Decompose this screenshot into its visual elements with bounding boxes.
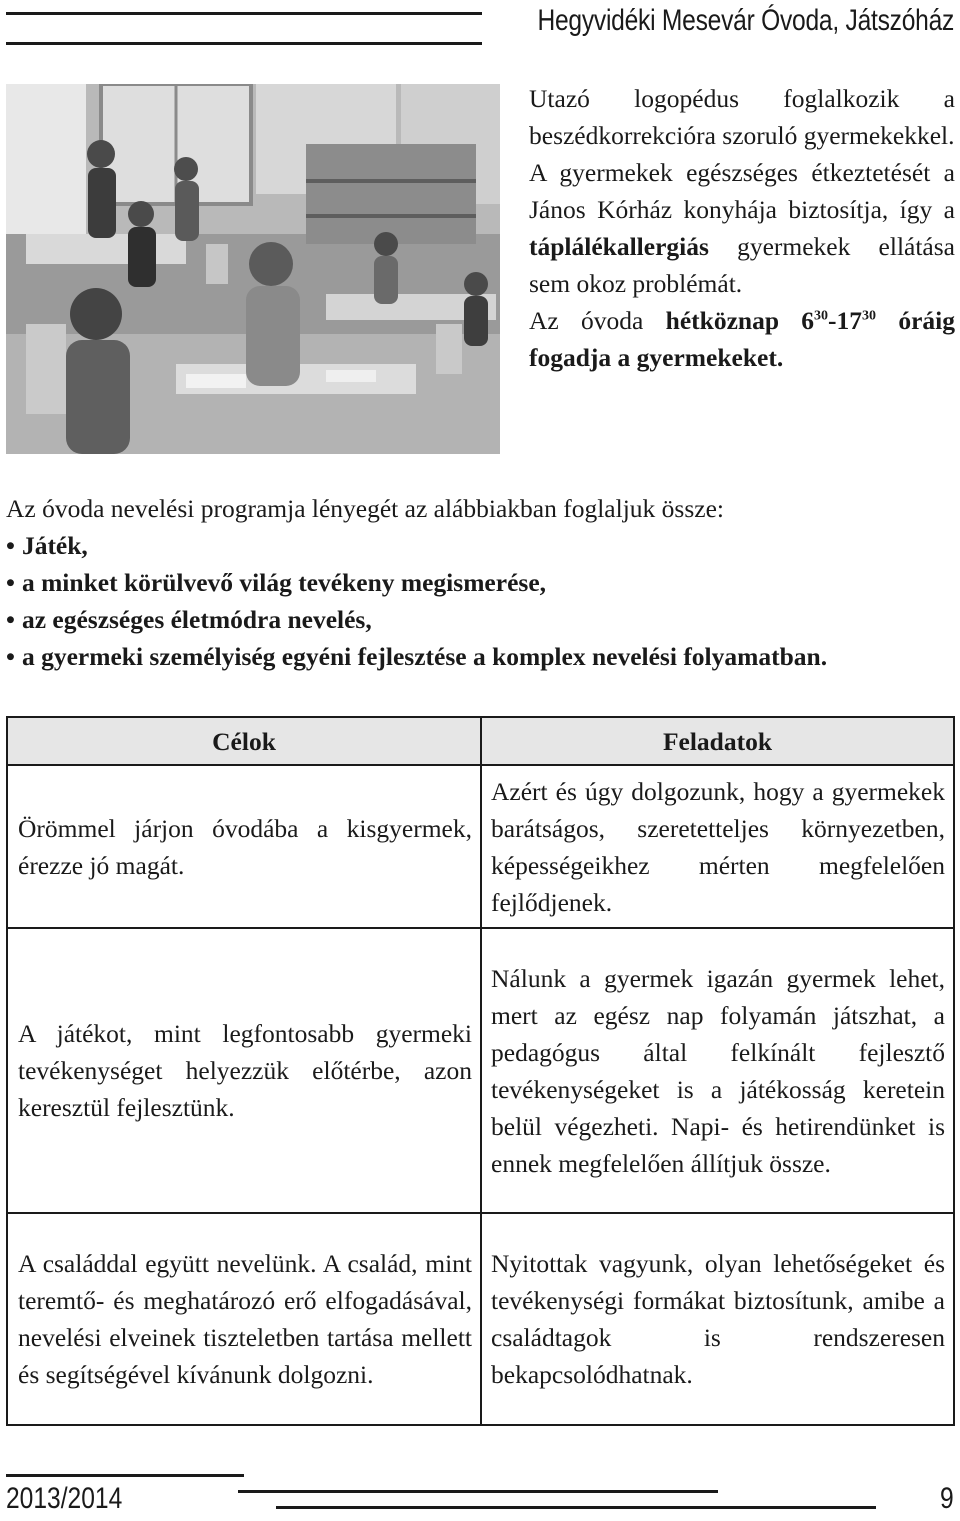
program-list <box>6 527 956 675</box>
intro-bold-allergy: táplálékallergiás <box>529 232 709 261</box>
footer-rule-left <box>6 1474 244 1477</box>
program-item: • a minket körülvevő világ tevékeny megismerése, <box>6 568 547 597</box>
goal-cell: Örömmel járjon óvodába a kisgyermek, érezze jó magát. <box>7 765 481 928</box>
classroom-photo <box>6 84 500 454</box>
program-item: • az egészséges életmódra nevelés, <box>6 605 372 634</box>
footer-rule-right-bottom <box>276 1506 876 1509</box>
task-cell: Nyitottak vagyunk, olyan lehetőségeket és tevékenységi formákat biztosítunk, amibe a családtagok is rendszeresen bekapcsolódhatnak. <box>481 1213 954 1425</box>
column-header-tasks: Feladatok <box>481 717 954 765</box>
header-rule-top <box>6 12 482 15</box>
task-cell: Nálunk a gyermek igazán gyermek lehet, mert az egész nap folyamán játszhat, a pedagógus által felkínált fejlesztő tevékenységeket is a játékosság keretein belül végezheti. Napi- és hetirendünket is ennek megfelelően állítjuk össze. <box>481 928 954 1213</box>
header-rule-bottom <box>6 42 482 45</box>
footer-year: 2013/2014 <box>6 1482 123 1515</box>
program-item: • Játék, <box>6 531 88 560</box>
footer-rule-right-top <box>238 1490 718 1493</box>
table-row <box>7 928 954 1213</box>
intro-paragraph-logoped: Utazó logopédus foglalkozik a beszédkorrekcióra szoruló gyermekekkel. <box>529 84 955 150</box>
table-row <box>7 1213 954 1425</box>
program-item: • a gyermeki személyiség egyéni fejlesztése a komplex nevelési folyamatban. <box>6 642 828 671</box>
classroom-photo-illustration <box>6 84 500 454</box>
page-number: 9 <box>940 1482 954 1515</box>
goal-cell: A játékot, mint legfontosabb gyermeki tevékenységet helyezzük előtérbe, azon keresztül fejlesztünk. <box>7 928 481 1213</box>
goals-tasks-table <box>6 716 955 1426</box>
column-header-goals: Célok <box>7 717 481 765</box>
intro-bold-hours: hétköznap $6^{30}-17^{30}$ óráig fogadja a gyermekeket. <box>529 306 955 372</box>
intro-text <box>529 80 955 376</box>
goal-cell: A családdal együtt nevelünk. A család, mint teremtő- és meghatározó erő elfogadásával, nevelési elveinek tiszteletben tartása mellett és segítségével kívánunk dolgozni. <box>7 1213 481 1425</box>
program-summary <box>6 490 956 675</box>
table-row <box>7 765 954 928</box>
task-cell: Azért és úgy dolgozunk, hogy a gyermekek barátságos, szeretetteljes környezetben, képességeikhez mérten megfelelően fejlődjenek. <box>481 765 954 928</box>
program-lead: Az óvoda nevelési programja lényegét az alábbiakban foglaljuk össze: <box>6 494 724 523</box>
intro-paragraph-hours: Az óvoda hétköznap $6^{30}-17^{30}$ óráig fogadja a gyermekeket. <box>529 306 955 372</box>
table-header-row <box>7 717 954 765</box>
intro-paragraph-meals: A gyermekek egészséges étkeztetését a János Kórház konyhája biztosítja, így a táplálékallergiás gyermekek ellátása sem okoz problémát. <box>529 158 955 298</box>
header-title: Hegyvidéki Mesevár Óvoda, Játszóház <box>537 4 954 37</box>
